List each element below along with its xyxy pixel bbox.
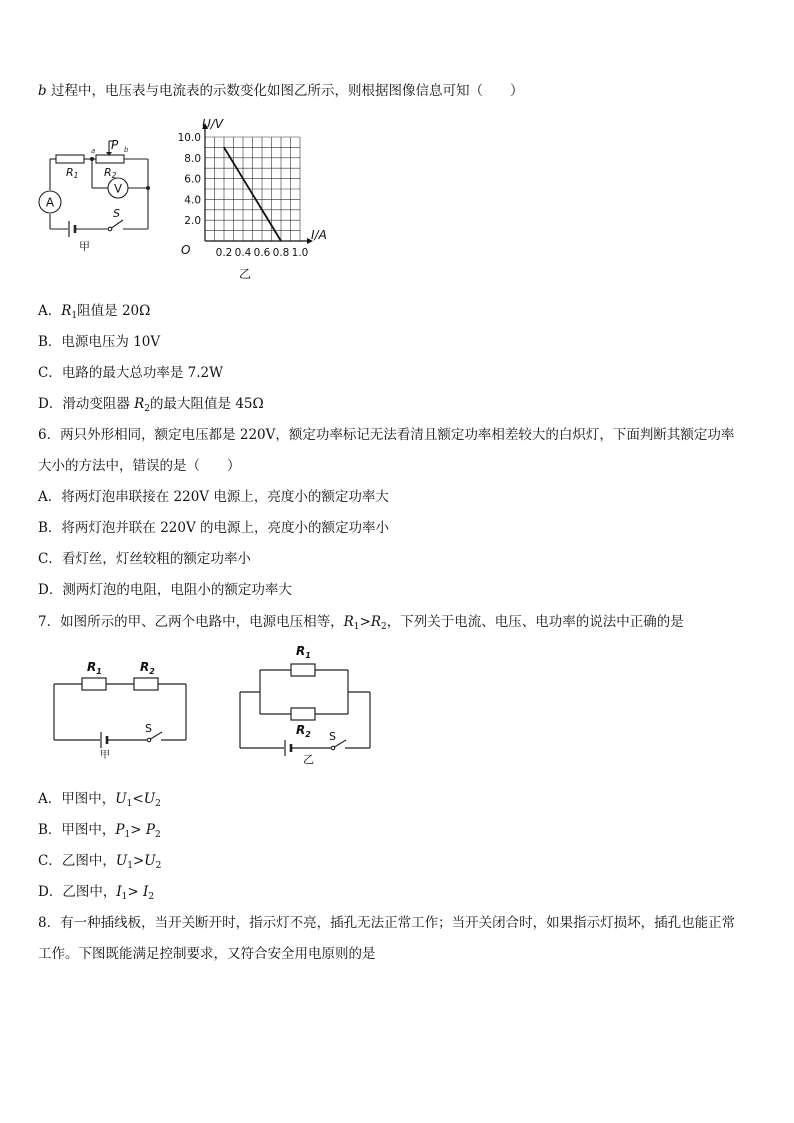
- q6-stem-line2: 大小的方法中，错误的是（ ）: [38, 458, 241, 474]
- ui-graph-figure-yi: [165, 114, 345, 284]
- q5-option-b: B．电源电压为 10V: [38, 334, 161, 350]
- origin-label: O: [181, 243, 191, 257]
- y-tick-label: 10.0: [177, 132, 201, 144]
- x-tick-label: 0.4: [234, 247, 252, 259]
- q6-stem-line1: 6．两只外形相同，额定电压都是 220V，额定功率标记无法看清且额定功率相差较大的白炽灯，下面判断其额定功率: [38, 427, 735, 443]
- q5-option-a: A．$R_1$阻值是 20Ω: [38, 303, 151, 321]
- q5-option-c: C．电路的最大总功率是 7.2W: [38, 365, 223, 381]
- x-tick-label: 0.8: [272, 247, 290, 259]
- figure-caption-jia: 甲: [100, 750, 110, 761]
- q5-stem-text: 过程中，电压表与电流表的示数变化如图乙所示，则根据图像信息可知（ ）: [50, 83, 524, 99]
- ammeter-label: A: [45, 195, 55, 210]
- switch-icon: [108, 220, 123, 231]
- battery-icon: [101, 732, 107, 748]
- q5-stem-var: b: [38, 83, 47, 99]
- r2-resistor: [134, 678, 158, 690]
- y-tick-label: 6.0: [184, 173, 201, 186]
- y-tick-label: 4.0: [184, 194, 201, 207]
- junction-dot: [146, 186, 150, 190]
- q7-stem: 7．如图所示的甲、乙两个电路中，电源电压相等，$R_1>R_2$，下列关于电流、电压、电功率的说法中正确的是: [38, 614, 684, 632]
- battery-icon: [69, 221, 75, 237]
- x-tick-label: 0.6: [253, 247, 271, 259]
- r2-resistor: [291, 708, 315, 720]
- q6-option-c: C．看灯丝，灯丝较粗的额定功率小: [38, 551, 251, 567]
- slider-p-label: P: [111, 138, 119, 152]
- r1-resistor: [291, 664, 315, 676]
- figure-caption-yi: 乙: [239, 267, 252, 281]
- q6-option-b: B．将两灯泡并联在 220V 的电源上，亮度小的额定功率小: [38, 520, 390, 536]
- q7-option-c: C．乙图中，$U_1>U_2$: [38, 853, 162, 871]
- switch-label: S: [145, 722, 152, 735]
- x-tick-label: 0.2: [215, 247, 233, 259]
- figure-caption-jia: 甲: [79, 240, 90, 253]
- junction-dot: [90, 157, 94, 161]
- q8-stem-line2: 工作。下图既能满足控制要求，又符合安全用电原则的是: [38, 946, 376, 962]
- q7-option-d: D．乙图中，$I_1> I_2$: [38, 884, 155, 902]
- series-circuit-figure-jia: [36, 652, 216, 764]
- r1-resistor: [56, 155, 84, 163]
- parallel-circuit-figure-yi: [232, 640, 382, 768]
- r1-resistor: [82, 678, 106, 690]
- end-a-label: a: [91, 147, 96, 155]
- r1-label: $R_1$: [87, 660, 102, 676]
- q5-option-d: D．滑动变阻器 $R_2$的最大阻值是 45Ω: [38, 396, 264, 414]
- y-tick-label: 8.0: [184, 152, 201, 165]
- q7-option-b: B．甲图中，$P_1> P_2$: [38, 822, 161, 840]
- end-b-label: b: [124, 146, 129, 154]
- switch-label: S: [113, 207, 120, 220]
- figure-caption-yi: 乙: [303, 753, 314, 766]
- y-tick-label: 2.0: [184, 215, 201, 228]
- graph-axes: [202, 123, 313, 244]
- r1-label: $R_1$: [296, 644, 311, 660]
- q8-stem-line1: 8．有一种插线板，当开关断开时，指示灯不亮，插孔无法正常工作；当开关闭合时，如果指示灯损坏，插孔也能正常: [38, 915, 736, 931]
- voltmeter-label: V: [114, 181, 122, 196]
- q6-option-d: D．测两灯泡的电阻，电阻小的额定功率大: [38, 582, 292, 598]
- y-axis-label: U/V: [202, 117, 224, 131]
- r2-rheostat: [96, 155, 124, 163]
- switch-label: S: [329, 730, 336, 743]
- x-tick-label: 1.0: [291, 247, 309, 259]
- r1-label: R1: [66, 166, 79, 180]
- q6-option-a: A．将两灯泡串联接在 220V 电源上，亮度小的额定功率大: [38, 489, 389, 505]
- graph-grid: [205, 137, 300, 241]
- battery-icon: [285, 740, 291, 756]
- r2-label: $R_2$: [296, 723, 311, 739]
- q5-stem: [38, 82, 523, 100]
- circuit-figure-jia: [36, 132, 160, 256]
- q7-option-a: A．甲图中，$U_1<U_2$: [38, 791, 161, 809]
- r2-label: $R_2$: [140, 660, 155, 676]
- x-axis-label: I/A: [311, 228, 327, 242]
- r2-label: R2: [104, 166, 117, 180]
